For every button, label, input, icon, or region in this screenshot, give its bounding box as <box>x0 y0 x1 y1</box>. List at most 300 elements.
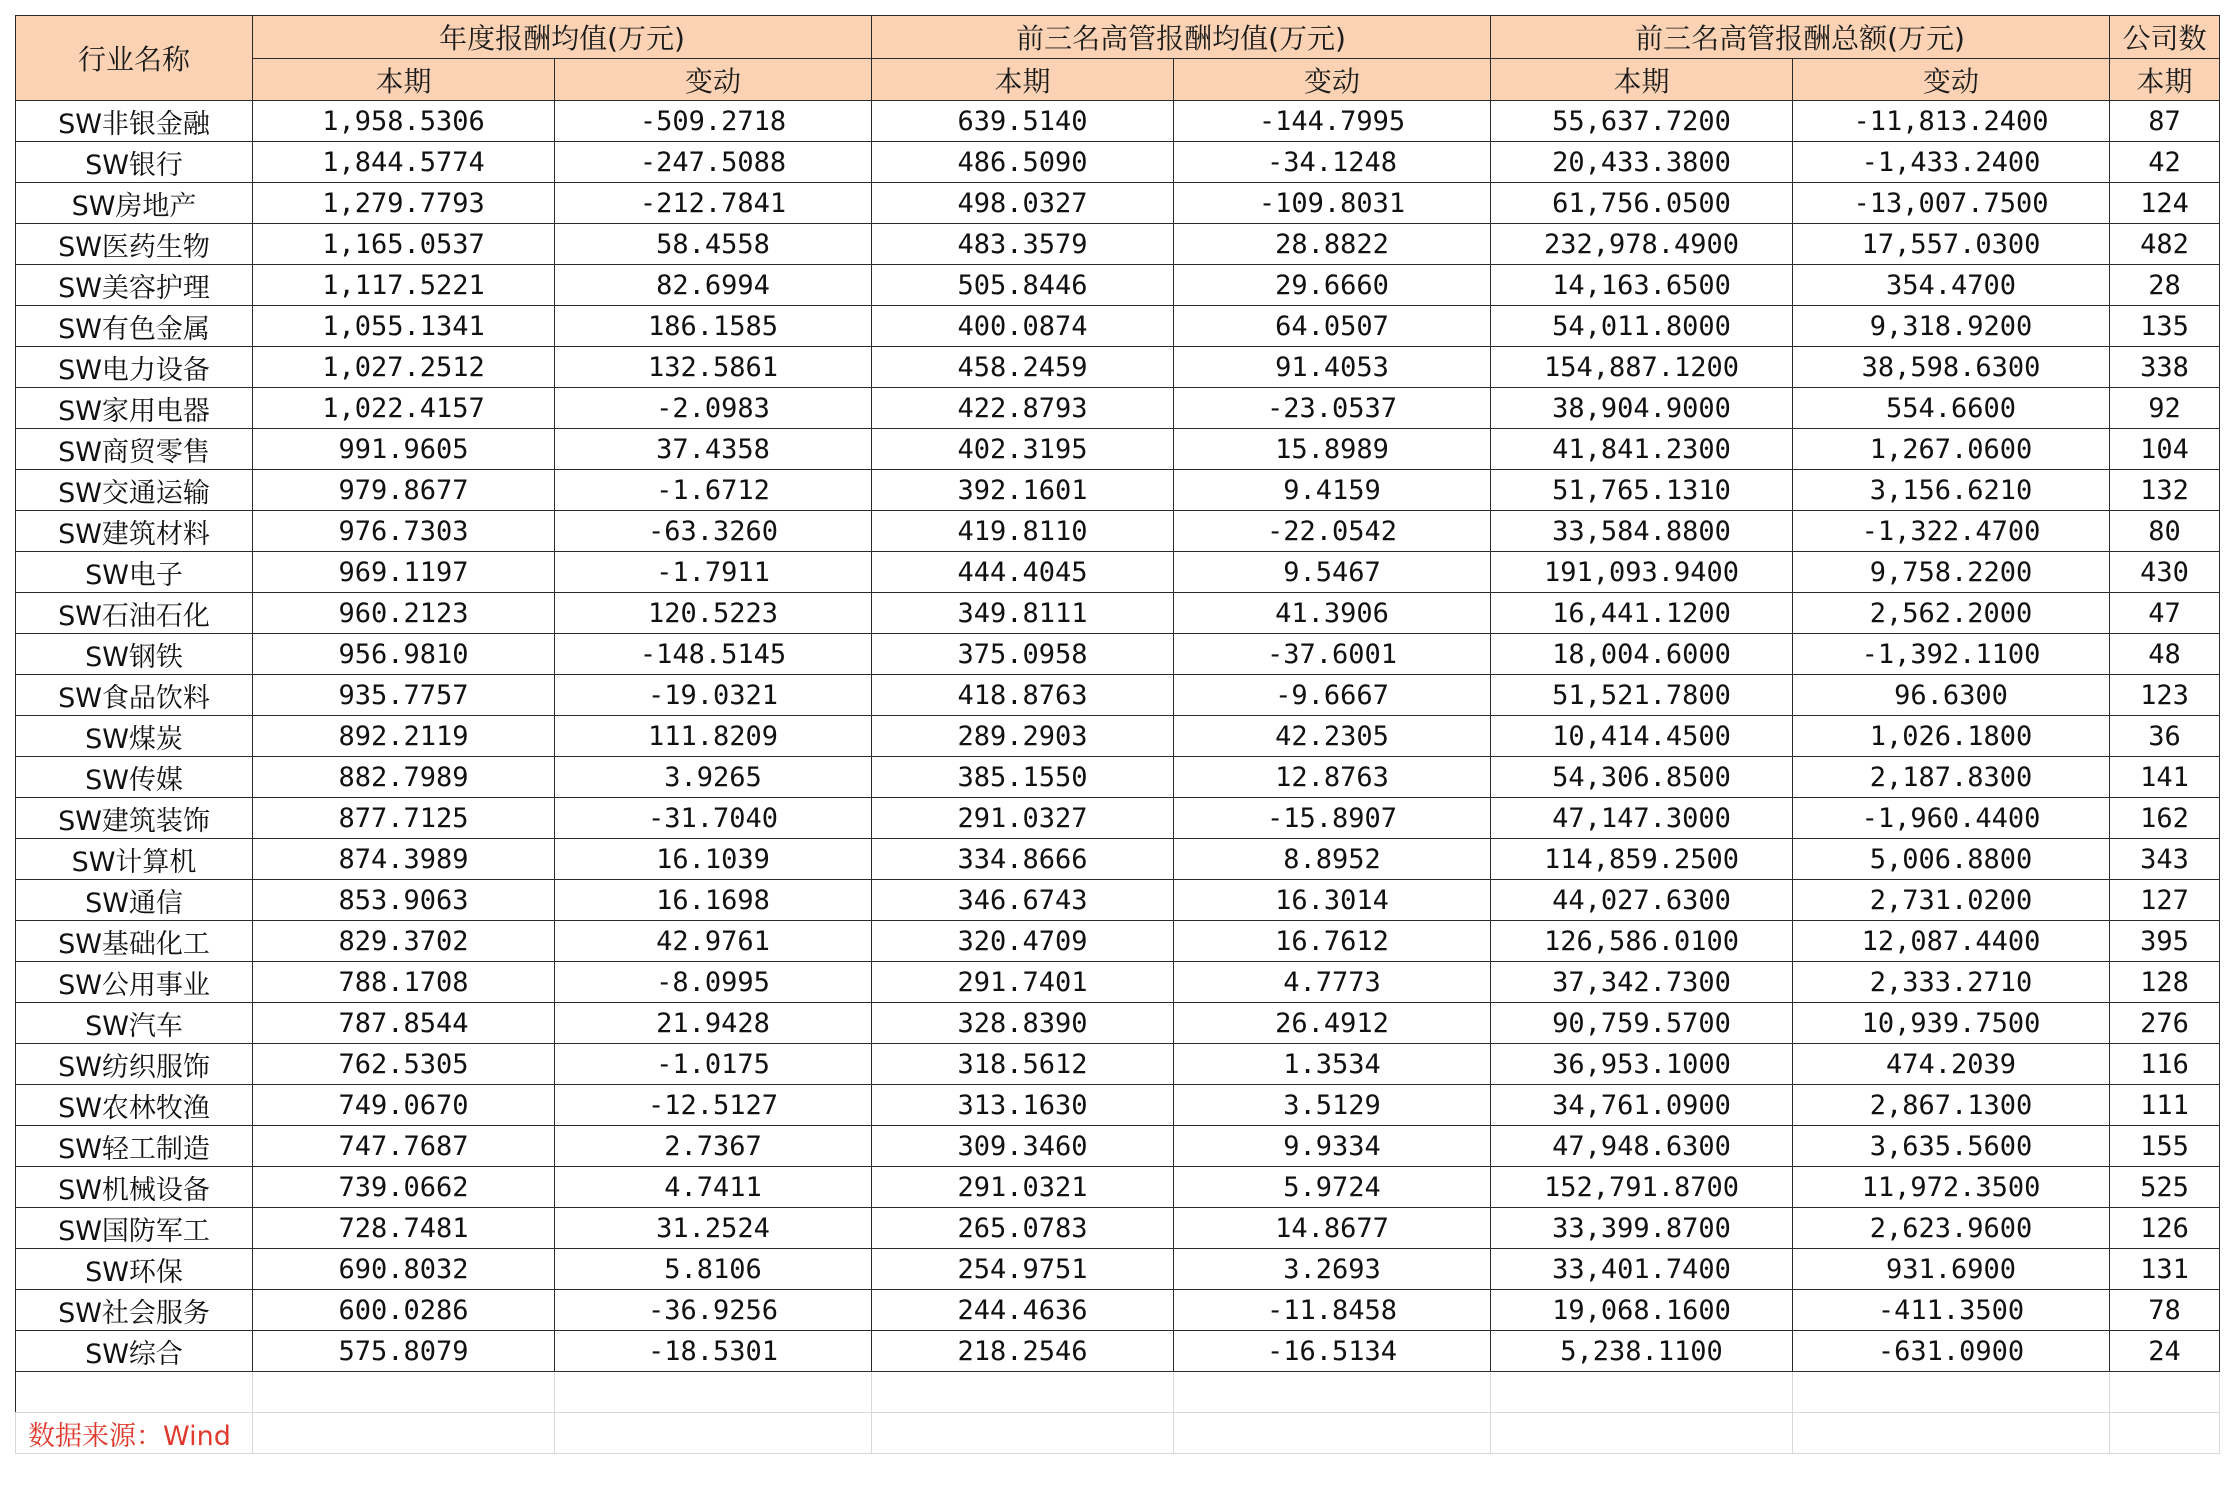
cell-annual-avg-current[interactable]: 956.9810 <box>253 634 555 675</box>
cell-top3-total-change[interactable]: 474.2039 <box>1793 1044 2110 1085</box>
cell-top3-avg-current[interactable]: 458.2459 <box>872 347 1174 388</box>
cell-top3-avg-change[interactable]: 1.3534 <box>1174 1044 1491 1085</box>
cell-industry-name[interactable]: SW汽车 <box>16 1003 253 1044</box>
cell-company-count[interactable]: 127 <box>2110 880 2220 921</box>
cell-annual-avg-change[interactable]: 4.7411 <box>555 1167 872 1208</box>
table-row <box>16 757 2220 798</box>
cell-top3-avg-change[interactable]: 8.8952 <box>1174 839 1491 880</box>
cell-annual-avg-change[interactable]: 132.5861 <box>555 347 872 388</box>
cell-annual-avg-current[interactable]: 739.0662 <box>253 1167 555 1208</box>
cell-top3-avg-current[interactable]: 486.5090 <box>872 142 1174 183</box>
cell-annual-avg-change[interactable]: 5.8106 <box>555 1249 872 1290</box>
cell-top3-total-change[interactable]: 17,557.0300 <box>1793 224 2110 265</box>
cell-top3-avg-change[interactable]: -34.1248 <box>1174 142 1491 183</box>
cell-annual-avg-current[interactable]: 991.9605 <box>253 429 555 470</box>
cell-annual-avg-change[interactable]: 82.6994 <box>555 265 872 306</box>
cell-top3-total-change[interactable]: 38,598.6300 <box>1793 347 2110 388</box>
cell-top3-avg-current[interactable]: 334.8666 <box>872 839 1174 880</box>
table-row <box>16 1290 2220 1331</box>
header-industry: 行业名称 <box>16 16 253 101</box>
cell-top3-avg-current[interactable]: 309.3460 <box>872 1126 1174 1167</box>
cell-company-count[interactable]: 47 <box>2110 593 2220 634</box>
cell-annual-avg-current[interactable]: 1,279.7793 <box>253 183 555 224</box>
cell-top3-total-current[interactable]: 34,761.0900 <box>1491 1085 1793 1126</box>
cell-industry-name[interactable]: SW纺织服饰 <box>16 1044 253 1085</box>
cell-annual-avg-current[interactable]: 1,844.5774 <box>253 142 555 183</box>
table-row <box>16 634 2220 675</box>
cell-top3-total-change[interactable]: 10,939.7500 <box>1793 1003 2110 1044</box>
cell-top3-total-change[interactable]: -631.0900 <box>1793 1331 2110 1372</box>
cell-top3-avg-current[interactable]: 291.0321 <box>872 1167 1174 1208</box>
cell-industry-name[interactable]: SW家用电器 <box>16 388 253 429</box>
cell-industry-name[interactable]: SW农林牧渔 <box>16 1085 253 1126</box>
cell-top3-avg-change[interactable]: -9.6667 <box>1174 675 1491 716</box>
cell-top3-avg-current[interactable]: 419.8110 <box>872 511 1174 552</box>
table-body <box>16 101 2220 1372</box>
cell-top3-avg-change[interactable]: 3.5129 <box>1174 1085 1491 1126</box>
table-row <box>16 1085 2220 1126</box>
cell-annual-avg-current[interactable]: 853.9063 <box>253 880 555 921</box>
cell-top3-total-current[interactable]: 19,068.1600 <box>1491 1290 1793 1331</box>
cell-top3-avg-change[interactable]: 91.4053 <box>1174 347 1491 388</box>
cell-company-count[interactable]: 48 <box>2110 634 2220 675</box>
cell-top3-avg-current[interactable]: 265.0783 <box>872 1208 1174 1249</box>
cell-top3-total-change[interactable]: -1,392.1100 <box>1793 634 2110 675</box>
cell-top3-avg-current[interactable]: 483.3579 <box>872 224 1174 265</box>
cell-annual-avg-current[interactable]: 600.0286 <box>253 1290 555 1331</box>
cell-top3-avg-change[interactable]: -109.8031 <box>1174 183 1491 224</box>
cell-annual-avg-change[interactable]: 42.9761 <box>555 921 872 962</box>
cell-top3-avg-current[interactable]: 254.9751 <box>872 1249 1174 1290</box>
cell[interactable] <box>1793 1413 2110 1454</box>
cell-top3-avg-current[interactable]: 349.8111 <box>872 593 1174 634</box>
cell-industry-name[interactable]: SW机械设备 <box>16 1167 253 1208</box>
cell-top3-avg-change[interactable]: 12.8763 <box>1174 757 1491 798</box>
cell-top3-avg-current[interactable]: 400.0874 <box>872 306 1174 347</box>
cell-industry-name[interactable]: SW交通运输 <box>16 470 253 511</box>
cell-industry-name[interactable]: SW房地产 <box>16 183 253 224</box>
subheader-current: 本期 <box>253 59 555 101</box>
cell-industry-name[interactable]: SW石油石化 <box>16 593 253 634</box>
cell-annual-avg-change[interactable]: -212.7841 <box>555 183 872 224</box>
cell-company-count[interactable]: 482 <box>2110 224 2220 265</box>
cell-company-count[interactable]: 116 <box>2110 1044 2220 1085</box>
cell-company-count[interactable]: 343 <box>2110 839 2220 880</box>
cell-top3-total-change[interactable]: 2,187.8300 <box>1793 757 2110 798</box>
cell-industry-name[interactable]: SW商贸零售 <box>16 429 253 470</box>
cell-annual-avg-current[interactable]: 969.1197 <box>253 552 555 593</box>
cell-industry-name[interactable]: SW社会服务 <box>16 1290 253 1331</box>
cell-annual-avg-change[interactable]: -1.7911 <box>555 552 872 593</box>
cell-top3-total-current[interactable]: 51,765.1310 <box>1491 470 1793 511</box>
cell-top3-avg-change[interactable]: 14.8677 <box>1174 1208 1491 1249</box>
cell-annual-avg-current[interactable]: 935.7757 <box>253 675 555 716</box>
cell-company-count[interactable]: 141 <box>2110 757 2220 798</box>
subheader-change: 变动 <box>555 59 872 101</box>
cell-top3-avg-current[interactable]: 505.8446 <box>872 265 1174 306</box>
cell-top3-total-change[interactable]: 11,972.3500 <box>1793 1167 2110 1208</box>
subheader-change: 变动 <box>1793 59 2110 101</box>
cell-top3-total-change[interactable]: -11,813.2400 <box>1793 101 2110 142</box>
cell-top3-avg-current[interactable]: 392.1601 <box>872 470 1174 511</box>
cell-annual-avg-change[interactable]: 3.9265 <box>555 757 872 798</box>
cell-top3-total-current[interactable]: 36,953.1000 <box>1491 1044 1793 1085</box>
cell[interactable] <box>1174 1372 1491 1413</box>
cell-company-count[interactable]: 124 <box>2110 183 2220 224</box>
table-row <box>16 1003 2220 1044</box>
cell-top3-total-current[interactable]: 44,027.6300 <box>1491 880 1793 921</box>
cell-top3-total-change[interactable]: 554.6600 <box>1793 388 2110 429</box>
cell-annual-avg-change[interactable]: -18.5301 <box>555 1331 872 1372</box>
cell-annual-avg-current[interactable]: 1,117.5221 <box>253 265 555 306</box>
cell-company-count[interactable]: 42 <box>2110 142 2220 183</box>
cell-annual-avg-change[interactable]: 120.5223 <box>555 593 872 634</box>
table-row <box>16 224 2220 265</box>
cell-company-count[interactable]: 78 <box>2110 1290 2220 1331</box>
cell-top3-avg-current[interactable]: 444.4045 <box>872 552 1174 593</box>
cell-top3-total-change[interactable]: 2,731.0200 <box>1793 880 2110 921</box>
cell-annual-avg-current[interactable]: 787.8544 <box>253 1003 555 1044</box>
cell-industry-name[interactable]: SW综合 <box>16 1331 253 1372</box>
table-row <box>16 265 2220 306</box>
cell-top3-total-current[interactable]: 41,841.2300 <box>1491 429 1793 470</box>
cell-company-count[interactable]: 276 <box>2110 1003 2220 1044</box>
cell-top3-avg-change[interactable]: 42.2305 <box>1174 716 1491 757</box>
cell-annual-avg-change[interactable]: -12.5127 <box>555 1085 872 1126</box>
cell[interactable] <box>555 1413 872 1454</box>
cell-company-count[interactable]: 128 <box>2110 962 2220 1003</box>
cell-annual-avg-change[interactable]: -19.0321 <box>555 675 872 716</box>
cell-top3-avg-change[interactable]: 15.8989 <box>1174 429 1491 470</box>
cell-top3-total-change[interactable]: 9,758.2200 <box>1793 552 2110 593</box>
cell-top3-total-change[interactable]: 9,318.9200 <box>1793 306 2110 347</box>
table-row <box>16 101 2220 142</box>
cell-top3-avg-change[interactable]: 3.2693 <box>1174 1249 1491 1290</box>
subheader-current: 本期 <box>872 59 1174 101</box>
cell-top3-total-current[interactable]: 61,756.0500 <box>1491 183 1793 224</box>
cell[interactable] <box>2110 1372 2220 1413</box>
header-top3-avg: 前三名高管报酬均值(万元) <box>872 16 1491 59</box>
cell-top3-avg-change[interactable]: -22.0542 <box>1174 511 1491 552</box>
cell-top3-total-current[interactable]: 33,399.8700 <box>1491 1208 1793 1249</box>
subheader-current: 本期 <box>1491 59 1793 101</box>
cell-top3-avg-current[interactable]: 320.4709 <box>872 921 1174 962</box>
cell-company-count[interactable]: 135 <box>2110 306 2220 347</box>
cell-industry-name[interactable]: SW钢铁 <box>16 634 253 675</box>
cell-company-count[interactable]: 126 <box>2110 1208 2220 1249</box>
cell-company-count[interactable]: 92 <box>2110 388 2220 429</box>
cell-top3-total-change[interactable]: -1,433.2400 <box>1793 142 2110 183</box>
cell-top3-avg-current[interactable]: 422.8793 <box>872 388 1174 429</box>
cell-company-count[interactable]: 131 <box>2110 1249 2220 1290</box>
cell-annual-avg-current[interactable]: 747.7687 <box>253 1126 555 1167</box>
cell-annual-avg-current[interactable]: 877.7125 <box>253 798 555 839</box>
cell-top3-avg-current[interactable]: 218.2546 <box>872 1331 1174 1372</box>
cell-annual-avg-change[interactable]: 31.2524 <box>555 1208 872 1249</box>
cell-annual-avg-current[interactable]: 1,165.0537 <box>253 224 555 265</box>
cell-company-count[interactable]: 24 <box>2110 1331 2220 1372</box>
cell-annual-avg-change[interactable]: -36.9256 <box>555 1290 872 1331</box>
cell-annual-avg-change[interactable]: 16.1039 <box>555 839 872 880</box>
cell-company-count[interactable]: 155 <box>2110 1126 2220 1167</box>
cell-industry-name[interactable]: SW医药生物 <box>16 224 253 265</box>
cell-top3-total-current[interactable]: 16,441.1200 <box>1491 593 1793 634</box>
cell[interactable] <box>253 1413 555 1454</box>
cell-top3-total-current[interactable]: 5,238.1100 <box>1491 1331 1793 1372</box>
cell-industry-name[interactable]: SW环保 <box>16 1249 253 1290</box>
cell-industry-name[interactable]: SW有色金属 <box>16 306 253 347</box>
table-row <box>16 1249 2220 1290</box>
cell-top3-total-current[interactable]: 126,586.0100 <box>1491 921 1793 962</box>
cell-top3-avg-change[interactable]: 5.9724 <box>1174 1167 1491 1208</box>
table-row <box>16 347 2220 388</box>
cell-annual-avg-current[interactable]: 1,055.1341 <box>253 306 555 347</box>
cell-top3-total-current[interactable]: 20,433.3800 <box>1491 142 1793 183</box>
cell-top3-total-change[interactable]: 2,333.2710 <box>1793 962 2110 1003</box>
cell-company-count[interactable]: 111 <box>2110 1085 2220 1126</box>
cell-annual-avg-current[interactable]: 829.3702 <box>253 921 555 962</box>
cell-top3-total-current[interactable]: 14,163.6500 <box>1491 265 1793 306</box>
cell-top3-total-current[interactable]: 47,147.3000 <box>1491 798 1793 839</box>
cell-annual-avg-change[interactable]: -63.3260 <box>555 511 872 552</box>
cell-top3-total-change[interactable]: 3,635.5600 <box>1793 1126 2110 1167</box>
cell-top3-total-change[interactable]: 12,087.4400 <box>1793 921 2110 962</box>
cell[interactable] <box>555 1372 872 1413</box>
cell-top3-total-current[interactable]: 18,004.6000 <box>1491 634 1793 675</box>
cell-company-count[interactable]: 28 <box>2110 265 2220 306</box>
cell-industry-name[interactable]: SW银行 <box>16 142 253 183</box>
cell-top3-total-current[interactable]: 232,978.4900 <box>1491 224 1793 265</box>
cell-top3-total-change[interactable]: -1,322.4700 <box>1793 511 2110 552</box>
cell-top3-avg-change[interactable]: 9.9334 <box>1174 1126 1491 1167</box>
cell-company-count[interactable]: 123 <box>2110 675 2220 716</box>
cell-annual-avg-current[interactable]: 892.2119 <box>253 716 555 757</box>
cell-top3-avg-current[interactable]: 244.4636 <box>872 1290 1174 1331</box>
cell-top3-avg-current[interactable]: 346.6743 <box>872 880 1174 921</box>
cell-annual-avg-change[interactable]: -247.5088 <box>555 142 872 183</box>
cell-industry-name[interactable]: SW美容护理 <box>16 265 253 306</box>
cell-annual-avg-current[interactable]: 575.8079 <box>253 1331 555 1372</box>
cell-top3-avg-change[interactable]: -144.7995 <box>1174 101 1491 142</box>
cell[interactable] <box>16 1372 253 1413</box>
cell-top3-avg-current[interactable]: 291.7401 <box>872 962 1174 1003</box>
cell[interactable] <box>253 1372 555 1413</box>
cell-top3-total-change[interactable]: -1,960.4400 <box>1793 798 2110 839</box>
cell-industry-name[interactable]: SW基础化工 <box>16 921 253 962</box>
cell-industry-name[interactable]: SW通信 <box>16 880 253 921</box>
cell-company-count[interactable]: 36 <box>2110 716 2220 757</box>
subheader-current: 本期 <box>2110 59 2220 101</box>
cell-top3-avg-change[interactable]: 28.8822 <box>1174 224 1491 265</box>
cell-top3-avg-change[interactable]: 41.3906 <box>1174 593 1491 634</box>
cell-top3-total-current[interactable]: 154,887.1200 <box>1491 347 1793 388</box>
cell-top3-total-change[interactable]: -411.3500 <box>1793 1290 2110 1331</box>
cell-top3-total-current[interactable]: 55,637.7200 <box>1491 101 1793 142</box>
table-row <box>16 470 2220 511</box>
cell-industry-name[interactable]: SW建筑装饰 <box>16 798 253 839</box>
cell-industry-name[interactable]: SW食品饮料 <box>16 675 253 716</box>
cell-top3-avg-current[interactable]: 418.8763 <box>872 675 1174 716</box>
cell-annual-avg-change[interactable]: 58.4558 <box>555 224 872 265</box>
cell-top3-total-change[interactable]: 2,623.9600 <box>1793 1208 2110 1249</box>
cell-annual-avg-change[interactable]: -31.7040 <box>555 798 872 839</box>
cell-top3-avg-current[interactable]: 318.5612 <box>872 1044 1174 1085</box>
cell[interactable] <box>1491 1413 1793 1454</box>
cell-top3-total-current[interactable]: 37,342.7300 <box>1491 962 1793 1003</box>
table-row <box>16 1331 2220 1372</box>
cell-annual-avg-current[interactable]: 690.8032 <box>253 1249 555 1290</box>
cell-company-count[interactable]: 338 <box>2110 347 2220 388</box>
cell-top3-total-change[interactable]: 354.4700 <box>1793 265 2110 306</box>
cell-top3-total-current[interactable]: 114,859.2500 <box>1491 839 1793 880</box>
cell-annual-avg-current[interactable]: 874.3989 <box>253 839 555 880</box>
cell-top3-total-current[interactable]: 10,414.4500 <box>1491 716 1793 757</box>
cell-annual-avg-current[interactable]: 976.7303 <box>253 511 555 552</box>
cell-top3-avg-change[interactable]: 9.5467 <box>1174 552 1491 593</box>
cell-industry-name[interactable]: SW建筑材料 <box>16 511 253 552</box>
cell-annual-avg-change[interactable]: -1.0175 <box>555 1044 872 1085</box>
cell-company-count[interactable]: 430 <box>2110 552 2220 593</box>
cell[interactable] <box>872 1372 1174 1413</box>
cell-top3-avg-change[interactable]: 64.0507 <box>1174 306 1491 347</box>
cell-top3-total-change[interactable]: 5,006.8800 <box>1793 839 2110 880</box>
cell-top3-total-current[interactable]: 33,401.7400 <box>1491 1249 1793 1290</box>
cell-company-count[interactable]: 104 <box>2110 429 2220 470</box>
cell-top3-avg-current[interactable]: 313.1630 <box>872 1085 1174 1126</box>
cell-top3-total-change[interactable]: 1,267.0600 <box>1793 429 2110 470</box>
cell-industry-name[interactable]: SW电子 <box>16 552 253 593</box>
table-row <box>16 306 2220 347</box>
cell-top3-total-current[interactable]: 191,093.9400 <box>1491 552 1793 593</box>
cell-top3-avg-current[interactable]: 289.2903 <box>872 716 1174 757</box>
cell[interactable] <box>872 1413 1174 1454</box>
cell-top3-avg-current[interactable]: 402.3195 <box>872 429 1174 470</box>
cell-annual-avg-current[interactable]: 788.1708 <box>253 962 555 1003</box>
cell-top3-avg-current[interactable]: 375.0958 <box>872 634 1174 675</box>
cell-top3-avg-change[interactable]: -16.5134 <box>1174 1331 1491 1372</box>
cell-top3-total-current[interactable]: 54,011.8000 <box>1491 306 1793 347</box>
cell-top3-avg-change[interactable]: -23.0537 <box>1174 388 1491 429</box>
cell-top3-total-current[interactable]: 51,521.7800 <box>1491 675 1793 716</box>
table-row <box>16 962 2220 1003</box>
cell-company-count[interactable]: 132 <box>2110 470 2220 511</box>
cell-annual-avg-change[interactable]: 2.7367 <box>555 1126 872 1167</box>
cell-top3-total-current[interactable]: 90,759.5700 <box>1491 1003 1793 1044</box>
cell-industry-name[interactable]: SW煤炭 <box>16 716 253 757</box>
cell-annual-avg-change[interactable]: 186.1585 <box>555 306 872 347</box>
cell-top3-avg-change[interactable]: 16.3014 <box>1174 880 1491 921</box>
table-row <box>16 1167 2220 1208</box>
cell-annual-avg-change[interactable]: 37.4358 <box>555 429 872 470</box>
table-row <box>16 798 2220 839</box>
cell-top3-total-current[interactable]: 152,791.8700 <box>1491 1167 1793 1208</box>
cell-top3-avg-current[interactable]: 639.5140 <box>872 101 1174 142</box>
cell-company-count[interactable]: 525 <box>2110 1167 2220 1208</box>
cell-annual-avg-current[interactable]: 728.7481 <box>253 1208 555 1249</box>
cell-company-count[interactable]: 395 <box>2110 921 2220 962</box>
cell-top3-avg-current[interactable]: 328.8390 <box>872 1003 1174 1044</box>
cell-industry-name[interactable]: SW电力设备 <box>16 347 253 388</box>
cell-top3-avg-change[interactable]: 29.6660 <box>1174 265 1491 306</box>
cell-top3-total-change[interactable]: 2,867.1300 <box>1793 1085 2110 1126</box>
cell-industry-name[interactable]: SW公用事业 <box>16 962 253 1003</box>
cell-industry-name[interactable]: SW轻工制造 <box>16 1126 253 1167</box>
cell-top3-total-change[interactable]: 1,026.1800 <box>1793 716 2110 757</box>
cell-top3-avg-current[interactable]: 498.0327 <box>872 183 1174 224</box>
cell[interactable] <box>1174 1413 1491 1454</box>
cell-annual-avg-change[interactable]: -509.2718 <box>555 101 872 142</box>
cell-industry-name[interactable]: SW非银金融 <box>16 101 253 142</box>
cell-company-count[interactable]: 80 <box>2110 511 2220 552</box>
table-row <box>16 388 2220 429</box>
cell-top3-avg-change[interactable]: 4.7773 <box>1174 962 1491 1003</box>
cell-top3-avg-change[interactable]: -11.8458 <box>1174 1290 1491 1331</box>
cell-top3-total-current[interactable]: 54,306.8500 <box>1491 757 1793 798</box>
cell-company-count[interactable]: 162 <box>2110 798 2220 839</box>
cell-top3-avg-change[interactable]: -15.8907 <box>1174 798 1491 839</box>
cell-top3-avg-current[interactable]: 291.0327 <box>872 798 1174 839</box>
cell-top3-avg-change[interactable]: 26.4912 <box>1174 1003 1491 1044</box>
cell-annual-avg-current[interactable]: 1,958.5306 <box>253 101 555 142</box>
table-row <box>16 675 2220 716</box>
table-row <box>16 593 2220 634</box>
table-row <box>16 142 2220 183</box>
cell-annual-avg-change[interactable]: -2.0983 <box>555 388 872 429</box>
cell-annual-avg-change[interactable]: 21.9428 <box>555 1003 872 1044</box>
cell-annual-avg-change[interactable]: -8.0995 <box>555 962 872 1003</box>
cell[interactable] <box>2110 1413 2220 1454</box>
cell-top3-total-change[interactable]: 96.6300 <box>1793 675 2110 716</box>
table-row <box>16 183 2220 224</box>
cell-top3-total-current[interactable]: 47,948.6300 <box>1491 1126 1793 1167</box>
table-row <box>16 1208 2220 1249</box>
table-row <box>16 839 2220 880</box>
cell-top3-total-change[interactable]: 2,562.2000 <box>1793 593 2110 634</box>
cell-top3-total-change[interactable]: 3,156.6210 <box>1793 470 2110 511</box>
cell-annual-avg-current[interactable]: 960.2123 <box>253 593 555 634</box>
cell-annual-avg-change[interactable]: 111.8209 <box>555 716 872 757</box>
cell-industry-name[interactable]: SW计算机 <box>16 839 253 880</box>
cell-annual-avg-current[interactable]: 749.0670 <box>253 1085 555 1126</box>
cell-annual-avg-current[interactable]: 882.7989 <box>253 757 555 798</box>
subheader-change: 变动 <box>1174 59 1491 101</box>
cell-annual-avg-change[interactable]: -148.5145 <box>555 634 872 675</box>
cell[interactable] <box>1793 1372 2110 1413</box>
sheet-area <box>15 15 2220 1454</box>
data-source-note: 数据来源：Wind <box>16 1413 253 1454</box>
cell-top3-avg-change[interactable]: 9.4159 <box>1174 470 1491 511</box>
cell-annual-avg-change[interactable]: -1.6712 <box>555 470 872 511</box>
cell-top3-total-change[interactable]: -13,007.7500 <box>1793 183 2110 224</box>
cell-top3-avg-change[interactable]: -37.6001 <box>1174 634 1491 675</box>
cell-annual-avg-current[interactable]: 1,022.4157 <box>253 388 555 429</box>
cell-top3-avg-current[interactable]: 385.1550 <box>872 757 1174 798</box>
cell-top3-total-current[interactable]: 38,904.9000 <box>1491 388 1793 429</box>
cell[interactable] <box>1491 1372 1793 1413</box>
cell-top3-total-change[interactable]: 931.6900 <box>1793 1249 2110 1290</box>
cell-top3-total-current[interactable]: 33,584.8800 <box>1491 511 1793 552</box>
cell-annual-avg-change[interactable]: 16.1698 <box>555 880 872 921</box>
cell-annual-avg-current[interactable]: 762.5305 <box>253 1044 555 1085</box>
cell-industry-name[interactable]: SW国防军工 <box>16 1208 253 1249</box>
cell-top3-avg-change[interactable]: 16.7612 <box>1174 921 1491 962</box>
cell-annual-avg-current[interactable]: 1,027.2512 <box>253 347 555 388</box>
table-row <box>16 1044 2220 1085</box>
cell-annual-avg-current[interactable]: 979.8677 <box>253 470 555 511</box>
cell-industry-name[interactable]: SW传媒 <box>16 757 253 798</box>
table-row <box>16 1126 2220 1167</box>
cell-company-count[interactable]: 87 <box>2110 101 2220 142</box>
